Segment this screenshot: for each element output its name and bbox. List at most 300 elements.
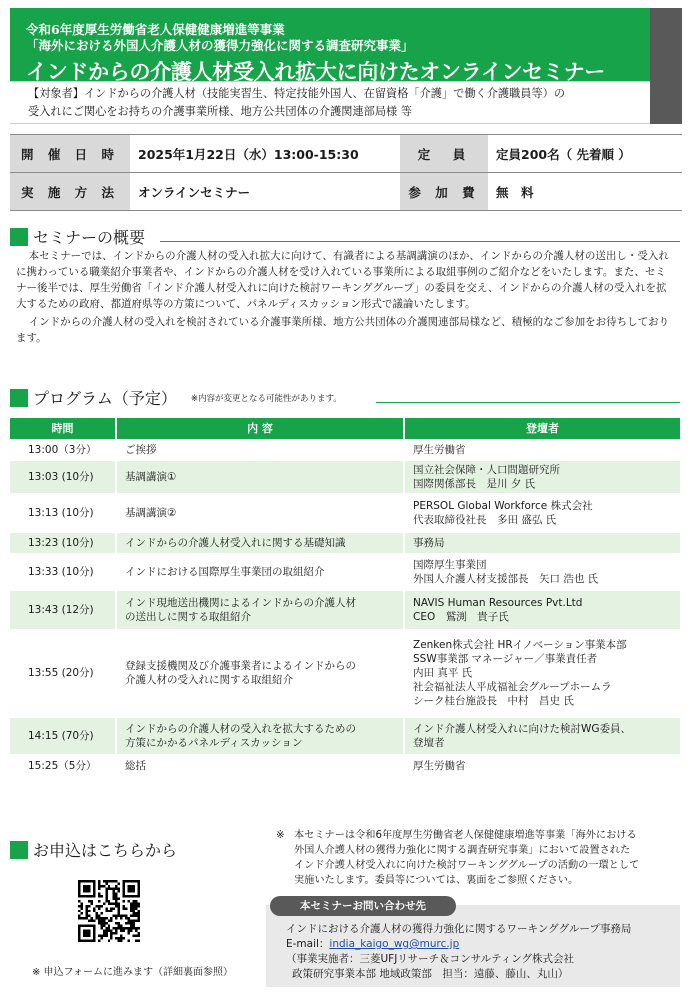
- qr-module: [125, 927, 127, 929]
- program-speaker: [404, 460, 680, 493]
- qr-module: [90, 917, 92, 919]
- qr-module: [120, 935, 122, 937]
- qr-module: [138, 885, 140, 887]
- qr-module: [113, 880, 115, 882]
- qr-module: [120, 917, 122, 919]
- program-speaker: [404, 717, 680, 754]
- column-header-time: 時間: [10, 418, 116, 439]
- program-speaker-line: 厚生労働省: [413, 443, 466, 456]
- qr-module: [78, 915, 80, 917]
- qr-module: [103, 930, 105, 932]
- qr-module: [88, 925, 90, 927]
- qr-module: [108, 885, 110, 887]
- qr-module: [135, 902, 137, 904]
- qr-module: [128, 932, 130, 934]
- qr-module: [128, 887, 130, 889]
- qr-module: [138, 895, 140, 897]
- qr-module: [83, 887, 85, 889]
- fee-label: 参 加 費: [400, 173, 488, 211]
- qr-module: [88, 930, 90, 932]
- email-link[interactable]: india_kaigo_wg@murc.jp: [329, 938, 460, 950]
- qr-module: [118, 890, 120, 892]
- qr-module: [110, 917, 112, 919]
- qr-module: [123, 905, 125, 907]
- qr-module: [110, 932, 112, 934]
- qr-module: [98, 920, 100, 922]
- qr-module: [138, 915, 140, 917]
- heading-marker-icon: [10, 389, 28, 407]
- method-value: オンラインセミナー: [130, 173, 400, 211]
- qr-module: [78, 935, 80, 937]
- qr-module: [80, 917, 82, 919]
- qr-module: [128, 930, 130, 932]
- qr-module: [138, 887, 140, 889]
- qr-module: [133, 895, 135, 897]
- qr-module: [115, 905, 117, 907]
- qr-module: [118, 927, 120, 929]
- qr-module: [93, 940, 95, 942]
- qr-module: [120, 937, 122, 939]
- program-content-line: インドからの介護人材受入れに関する基礎知識: [125, 536, 346, 549]
- qr-module: [115, 932, 117, 934]
- qr-module: [105, 917, 107, 919]
- program-speaker-line: 国際関係部長 是川 夕 氏: [413, 477, 536, 490]
- program-content-line: インドにおける国際厚生事業団の取組紹介: [125, 565, 325, 578]
- qr-module: [105, 882, 107, 884]
- qr-module: [123, 937, 125, 939]
- qr-module: [118, 937, 120, 939]
- qr-module: [103, 922, 105, 924]
- disclaimer-mark: ※: [276, 830, 285, 841]
- qr-module: [113, 887, 115, 889]
- method-label: 実 施 方 法: [10, 173, 130, 211]
- qr-module: [98, 905, 100, 907]
- qr-module: [78, 905, 80, 907]
- qr-module: [88, 905, 90, 907]
- qr-module: [83, 925, 85, 927]
- qr-module: [93, 927, 95, 929]
- qr-module: [115, 915, 117, 917]
- column-header-speaker: 登壇者: [404, 418, 680, 439]
- disclaimer: [276, 828, 676, 888]
- apply-heading: [10, 838, 177, 861]
- qr-module: [118, 897, 120, 899]
- qr-module: [133, 935, 135, 937]
- disclaimer-line: インド介護人材受入れに向けた検討ワーキンググループの活動の一環として: [294, 860, 640, 871]
- qr-module: [113, 932, 115, 934]
- contact-organization: インドにおける介護人材の獲得力強化に関するワーキンググループ事務局: [286, 923, 632, 935]
- qr-module: [93, 937, 95, 939]
- qr-module: [95, 917, 97, 919]
- qr-module: [78, 910, 80, 912]
- qr-module: [130, 915, 132, 917]
- qr-module: [130, 907, 132, 909]
- disclaimer-line: 外国人介護人材の獲得力強化に関する調査研究事業」において設置された: [294, 845, 631, 856]
- qr-module: [130, 885, 132, 887]
- program-row: [10, 553, 680, 590]
- program-speaker: [404, 493, 680, 532]
- program-speaker-line: SSW事業部 マネージャー／事業責任者: [413, 653, 598, 665]
- qr-module: [78, 895, 80, 897]
- qr-module: [115, 930, 117, 932]
- program-content: [116, 460, 404, 493]
- qr-module: [80, 902, 82, 904]
- qr-module: [78, 887, 80, 889]
- qr-module: [130, 910, 132, 912]
- program-content: [116, 754, 404, 777]
- program-rows: [10, 439, 680, 777]
- qr-module: [85, 912, 87, 914]
- qr-module: [125, 880, 127, 882]
- qr-module: [115, 880, 117, 882]
- program-row: [10, 717, 680, 754]
- qr-module: [135, 905, 137, 907]
- qr-module: [125, 907, 127, 909]
- qr-module: [80, 925, 82, 927]
- qr-module: [123, 885, 125, 887]
- qr-module: [98, 882, 100, 884]
- qr-module: [130, 890, 132, 892]
- qr-module: [88, 920, 90, 922]
- qr-module: [135, 930, 137, 932]
- qr-module: [118, 907, 120, 909]
- program-speaker: [404, 629, 680, 717]
- qr-module: [103, 880, 105, 882]
- qr-module: [130, 922, 132, 924]
- qr-module: [118, 922, 120, 924]
- qr-module: [93, 910, 95, 912]
- program-content: [116, 629, 404, 717]
- qr-module: [130, 930, 132, 932]
- qr-module: [115, 897, 117, 899]
- qr-module: [105, 922, 107, 924]
- program-heading: [10, 386, 342, 409]
- column-header-content: 内 容: [116, 418, 404, 439]
- qr-module: [93, 892, 95, 894]
- heading-marker-icon: [10, 228, 28, 246]
- qr-module: [85, 895, 87, 897]
- qr-module: [100, 935, 102, 937]
- qr-module: [88, 935, 90, 937]
- qr-module: [85, 915, 87, 917]
- program-speaker-line: 厚生労働省: [413, 759, 466, 772]
- qr-module: [105, 935, 107, 937]
- overview-paragraph-2: インドからの介護人材の受入れを検討されている介護事業所様、地方公共団体の介護関連部局様など、積極的なご参加をお待ちしております。: [16, 316, 670, 344]
- qr-module: [133, 925, 135, 927]
- qr-module: [88, 880, 90, 882]
- qr-module: [103, 917, 105, 919]
- header-project-name: 令和6年度厚生労働省老人保健健康増進等事業: [26, 22, 285, 37]
- qr-module: [93, 920, 95, 922]
- qr-module: [93, 907, 95, 909]
- qr-module: [123, 880, 125, 882]
- qr-module: [113, 902, 115, 904]
- qr-module: [115, 927, 117, 929]
- qr-module: [108, 902, 110, 904]
- contact-department: 政策研究事業本部 地域政策部 担当：遠藤、藤山、丸山）: [292, 968, 569, 980]
- program-speaker-line: CEO 鷲渕 貴子氏: [413, 610, 509, 623]
- qr-module: [100, 937, 102, 939]
- qr-module: [110, 937, 112, 939]
- program-content: [116, 439, 404, 460]
- qr-module: [78, 880, 80, 882]
- overview-text: [16, 248, 676, 346]
- qr-module: [100, 917, 102, 919]
- qr-module: [115, 917, 117, 919]
- program-heading-text: プログラム（予定）: [33, 389, 177, 408]
- qr-module: [85, 925, 87, 927]
- qr-module: [110, 910, 112, 912]
- qr-module: [135, 935, 137, 937]
- qr-module: [78, 917, 80, 919]
- program-divider: [376, 402, 680, 403]
- program-content-line: ご挨拶: [125, 443, 157, 456]
- qr-module: [110, 902, 112, 904]
- program-time: 14:15 (70分): [10, 717, 116, 754]
- program-change-note: ※内容が変更となる可能性があります。: [190, 393, 342, 404]
- program-content: [116, 553, 404, 590]
- qr-module: [120, 915, 122, 917]
- qr-module: [133, 910, 135, 912]
- qr-module: [108, 910, 110, 912]
- qr-module: [118, 910, 120, 912]
- qr-module: [85, 890, 87, 892]
- qr-module: [138, 882, 140, 884]
- overview-heading-text: セミナーの概要: [33, 228, 146, 247]
- qr-module: [105, 930, 107, 932]
- qr-module: [133, 902, 135, 904]
- program-speaker-line: 国際厚生事業団: [413, 558, 487, 571]
- qr-module: [138, 902, 140, 904]
- program-time: 13:13 (10分): [10, 493, 116, 532]
- qr-module: [128, 917, 130, 919]
- qr-module: [83, 935, 85, 937]
- program-speaker-line: 外国人介護人材支援部長 矢口 浩也 氏: [413, 572, 599, 585]
- qr-module: [88, 890, 90, 892]
- program-content-line: の送出しに関する取組紹介: [125, 610, 251, 623]
- qr-module: [83, 880, 85, 882]
- contact-details: [286, 922, 631, 982]
- qr-module: [103, 932, 105, 934]
- capacity-label: 定 員: [400, 135, 488, 173]
- program-content-line: 登録支援機関及び介護事業者によるインドからの: [125, 660, 356, 672]
- qr-module: [135, 895, 137, 897]
- qr-module: [123, 907, 125, 909]
- qr-module: [103, 925, 105, 927]
- qr-module: [118, 915, 120, 917]
- qr-module: [138, 912, 140, 914]
- qr-module: [138, 880, 140, 882]
- program-speaker-line: Zenken株式会社 HRイノベーション事業本部: [413, 639, 627, 651]
- program-content-line: インド現地送出機関によるインドからの介護人材: [125, 596, 356, 609]
- qr-module: [123, 887, 125, 889]
- qr-module: [123, 930, 125, 932]
- qr-module: [138, 917, 140, 919]
- program-content: [116, 532, 404, 553]
- qr-module: [123, 892, 125, 894]
- apply-heading-text: お申込はこちらから: [33, 841, 178, 860]
- qr-module: [80, 895, 82, 897]
- qr-module: [133, 885, 135, 887]
- qr-module: [105, 890, 107, 892]
- qr-module: [118, 905, 120, 907]
- qr-module: [100, 920, 102, 922]
- qr-module: [100, 912, 102, 914]
- contact-implementer: （事業実施者：三菱UFJリサーチ＆コンサルティング株式会社: [286, 953, 575, 965]
- target-line-1: 【対象者】インドからの介護人材（技能実習生、特定技能外国人、在留資格「介護」で働く介護職員等）の: [28, 87, 566, 100]
- qr-module: [80, 905, 82, 907]
- program-speaker-line: 内田 真平 氏: [413, 667, 473, 679]
- program-speaker-line: 社会福祉法人平成福祉会グループホームラ: [413, 681, 612, 693]
- qr-module: [125, 917, 127, 919]
- qr-module: [85, 917, 87, 919]
- program-row: [10, 532, 680, 553]
- qr-module: [98, 915, 100, 917]
- qr-module: [78, 890, 80, 892]
- qr-module: [100, 927, 102, 929]
- program-speaker: [404, 439, 680, 460]
- qr-module: [90, 895, 92, 897]
- qr-module: [135, 915, 137, 917]
- program-content-line: 介護人材の受入れに関する取組紹介: [125, 674, 293, 686]
- qr-module: [128, 922, 130, 924]
- qr-module: [133, 920, 135, 922]
- qr-module: [78, 892, 80, 894]
- program-time: 13:00（3分）: [10, 439, 116, 460]
- program-speaker: [404, 590, 680, 629]
- program-content: [116, 717, 404, 754]
- apply-form-note: ※ 申込フォームに進みます（詳細裏面参照）: [32, 967, 234, 978]
- qr-module: [78, 932, 80, 934]
- program-content: [116, 493, 404, 532]
- qr-module: [128, 880, 130, 882]
- heading-marker-icon: [10, 841, 28, 859]
- qr-module: [130, 887, 132, 889]
- qr-module: [115, 902, 117, 904]
- qr-module: [95, 915, 97, 917]
- qr-module: [123, 900, 125, 902]
- qr-module: [85, 885, 87, 887]
- qr-module: [90, 902, 92, 904]
- qr-module: [93, 935, 95, 937]
- qr-module: [130, 902, 132, 904]
- qr-module: [138, 892, 140, 894]
- qr-module: [98, 895, 100, 897]
- qr-module: [105, 932, 107, 934]
- disclaimer-line: 本セミナーは令和6年度厚生労働省老人保健健康増進等事業「海外における: [294, 830, 637, 841]
- qr-module: [85, 932, 87, 934]
- qr-module: [128, 940, 130, 942]
- qr-module: [115, 937, 117, 939]
- qr-module: [118, 902, 120, 904]
- qr-module: [93, 882, 95, 884]
- qr-module: [103, 935, 105, 937]
- qr-module: [105, 880, 107, 882]
- qr-module: [80, 880, 82, 882]
- qr-module: [88, 887, 90, 889]
- qr-module: [93, 895, 95, 897]
- qr-module: [83, 917, 85, 919]
- qr-module: [118, 940, 120, 942]
- program-speaker-line: PERSOL Global Workforce 株式会社: [413, 499, 593, 512]
- qr-module: [123, 895, 125, 897]
- qr-module: [110, 930, 112, 932]
- qr-module: [98, 880, 100, 882]
- qr-module: [85, 940, 87, 942]
- qr-module: [78, 900, 80, 902]
- qr-module: [108, 925, 110, 927]
- qr-module: [100, 895, 102, 897]
- qr-module: [128, 890, 130, 892]
- qr-module: [133, 890, 135, 892]
- program-content: [116, 590, 404, 629]
- qr-module: [105, 907, 107, 909]
- qr-module: [98, 885, 100, 887]
- qr-module: [93, 930, 95, 932]
- qr-module: [123, 915, 125, 917]
- qr-module: [138, 932, 140, 934]
- overview-paragraph-1: 本セミナーでは、インドからの介護人材の受入れ拡大に向けて、有識者による基調講演のほか、インドからの介護人材の送出し・受入れに携わっている職業紹介事業者や、インドからの介護人材を受け入れている事業所による取組事例のご紹介などをいたします。また、セミナー後半では、厚生労働省「インド介護人材受入れに向けた検討ワーキンググループ」の委員を交え、インドからの介護人材の受入れを拡大するための政府、都道府県等の方策について、パネルディスカッション形式で議論いたします。: [16, 250, 669, 310]
- qr-module: [130, 925, 132, 927]
- qr-module: [113, 890, 115, 892]
- qr-module: [133, 927, 135, 929]
- qr-module: [93, 890, 95, 892]
- qr-module: [85, 887, 87, 889]
- qr-module: [128, 900, 130, 902]
- qr-module: [135, 880, 137, 882]
- program-speaker: [404, 532, 680, 553]
- disclaimer-line: 実施いたします。委員等については、裏面をご参照ください。: [294, 875, 579, 886]
- qr-module: [103, 920, 105, 922]
- qr-module: [78, 940, 80, 942]
- program-content-line: 総括: [125, 759, 146, 772]
- program-time: 13:23 (10分): [10, 532, 116, 553]
- qr-module: [100, 925, 102, 927]
- qr-module: [93, 887, 95, 889]
- qr-module: [138, 910, 140, 912]
- contact-badge: 本セミナーお問い合わせ先: [270, 896, 456, 916]
- qr-code-icon[interactable]: [78, 880, 140, 942]
- program-speaker-line: NAVIS Human Resources Pvt.Ltd: [413, 596, 583, 609]
- qr-module: [113, 892, 115, 894]
- qr-module: [110, 935, 112, 937]
- qr-module: [80, 907, 82, 909]
- header-research-project: 「海外における外国人介護人材の獲得力強化に関する調査研究事業」: [26, 38, 414, 53]
- program-time: 13:55 (20分): [10, 629, 116, 717]
- qr-module: [110, 880, 112, 882]
- qr-module: [105, 887, 107, 889]
- overview-heading: [10, 225, 145, 248]
- qr-module: [113, 907, 115, 909]
- qr-module: [78, 937, 80, 939]
- qr-module: [138, 890, 140, 892]
- qr-module: [125, 895, 127, 897]
- qr-module: [93, 932, 95, 934]
- qr-module: [110, 887, 112, 889]
- qr-module: [78, 885, 80, 887]
- date-value: 2025年1月22日（水）13:00-15:30: [130, 135, 400, 173]
- program-time: 13:43 (12分): [10, 590, 116, 629]
- qr-module: [108, 887, 110, 889]
- qr-module: [83, 890, 85, 892]
- qr-module: [85, 910, 87, 912]
- qr-module: [133, 905, 135, 907]
- qr-module: [98, 922, 100, 924]
- qr-module: [133, 907, 135, 909]
- program-speaker: [404, 553, 680, 590]
- qr-module: [83, 895, 85, 897]
- qr-module: [138, 905, 140, 907]
